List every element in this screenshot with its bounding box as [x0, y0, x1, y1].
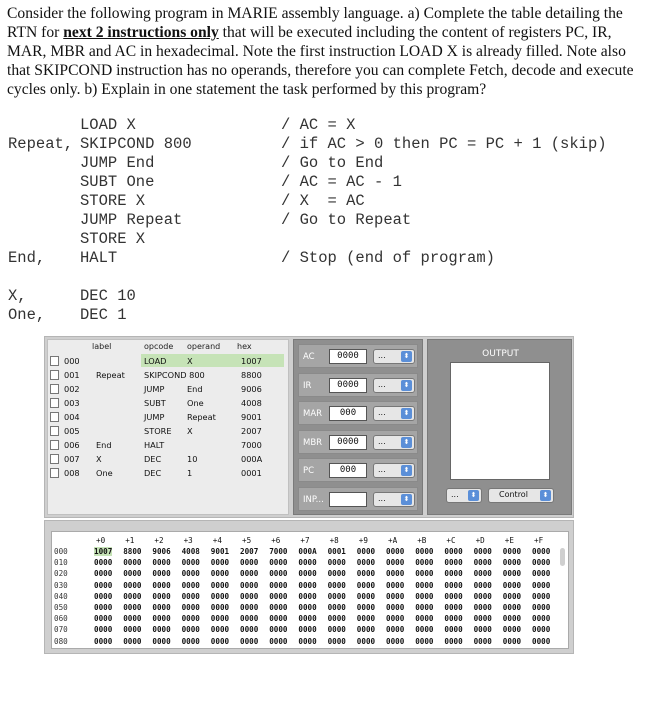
memory-cell[interactable]: 0000 [327, 580, 346, 590]
memory-cell[interactable]: 0000 [502, 569, 522, 579]
row-label: One [96, 468, 113, 478]
memory-cell[interactable]: 0000 [444, 614, 463, 624]
row-hex: 9006 [241, 384, 262, 394]
register-value[interactable]: 0000 [329, 349, 367, 364]
memory-cell[interactable]: 0000 [210, 603, 230, 612]
memory-cell[interactable]: 0000 [269, 580, 288, 590]
memory-cell[interactable]: 0000 [444, 625, 463, 635]
memory-cell[interactable]: 0000 [152, 625, 171, 635]
header-operand: operand [187, 342, 221, 351]
memory-cell[interactable]: 0000 [94, 603, 113, 612]
row-address: 000 [64, 356, 80, 366]
row-address: 002 [64, 384, 80, 394]
row-hex: 2007 [241, 426, 262, 436]
header-hex: hex [237, 342, 252, 351]
memory-cell[interactable]: 0000 [269, 569, 288, 579]
chevron-updown-icon: ⬍ [401, 380, 412, 391]
code-instruction: LOAD X [80, 116, 136, 134]
memory-cell[interactable]: 0000 [473, 569, 492, 579]
memory-cell[interactable]: 0000 [444, 547, 463, 556]
memory-cell[interactable]: 0000 [269, 614, 288, 624]
memory-cell[interactable]: 0000 [356, 591, 376, 601]
chevron-updown-icon: ⬍ [401, 437, 412, 448]
row-opcode: SKIPCOND 800 [144, 370, 205, 380]
register-value[interactable]: 000 [329, 406, 367, 421]
memory-cell[interactable]: 0000 [356, 547, 376, 556]
breakpoint-checkbox[interactable] [50, 440, 59, 450]
output-panel [427, 339, 572, 515]
memory-cell[interactable]: 1007 [94, 547, 113, 556]
program-row[interactable] [48, 396, 288, 410]
code-instruction: DEC 1 [80, 306, 127, 324]
memory-cell[interactable]: 0000 [502, 625, 522, 635]
memory-column-label: +0 [96, 536, 106, 545]
memory-cell[interactable]: 000A [298, 547, 317, 556]
memory-cell[interactable]: 0000 [502, 591, 522, 601]
memory-cell[interactable]: 0000 [327, 569, 346, 579]
register-format-select[interactable]: ... ⬍ [373, 435, 415, 450]
memory-cell[interactable]: 0000 [386, 636, 405, 646]
memory-column-label: +C [446, 536, 456, 545]
memory-cell[interactable]: 0000 [298, 636, 317, 646]
memory-cell[interactable]: 0000 [532, 558, 551, 568]
memory-cell[interactable]: 0000 [444, 636, 463, 646]
memory-cell[interactable]: 0000 [240, 636, 259, 646]
memory-column-label: +9 [358, 536, 368, 545]
memory-cell[interactable]: 0000 [94, 558, 113, 568]
row-opcode: JUMP [144, 384, 165, 394]
chevron-updown-icon: ⬍ [468, 490, 479, 501]
register-mbr [298, 430, 418, 454]
memory-panel [44, 520, 574, 654]
memory-cell[interactable]: 0000 [123, 591, 142, 601]
header-opcode: opcode [144, 342, 174, 351]
chevron-updown-icon: ⬍ [401, 494, 412, 505]
row-address: 001 [64, 370, 80, 380]
program-row[interactable] [48, 466, 288, 480]
memory-cell[interactable]: 0000 [152, 558, 171, 568]
register-format-select[interactable]: ... ⬍ [373, 378, 415, 393]
register-ac [298, 344, 418, 368]
memory-cell[interactable]: 0000 [444, 558, 463, 568]
memory-cell[interactable]: 0000 [327, 558, 346, 568]
memory-column-label: +B [417, 536, 427, 545]
memory-cell[interactable]: 0000 [444, 603, 463, 612]
row-operand: One [187, 398, 204, 408]
memory-cell[interactable]: 0000 [356, 614, 376, 624]
memory-cell[interactable]: 0000 [356, 636, 376, 646]
memory-cell[interactable]: 0000 [444, 569, 463, 579]
row-opcode: LOAD [144, 356, 167, 366]
memory-cell[interactable]: 0000 [152, 603, 171, 612]
memory-cell[interactable]: 0000 [532, 625, 551, 635]
memory-cell[interactable]: 0000 [532, 580, 551, 590]
register-inp [298, 487, 418, 511]
memory-cell[interactable]: 0000 [356, 569, 376, 579]
memory-cell[interactable]: 0000 [386, 591, 405, 601]
memory-cell[interactable]: 0000 [415, 547, 434, 556]
row-opcode: SUBT [144, 398, 166, 408]
memory-cell[interactable]: 0000 [240, 614, 259, 624]
memory-row-address: 020 [54, 569, 68, 579]
breakpoint-checkbox[interactable] [50, 426, 59, 436]
memory-cell[interactable]: 0000 [181, 591, 200, 601]
memory-cell[interactable]: 0000 [210, 614, 230, 624]
chevron-updown-icon: ⬍ [401, 465, 412, 476]
memory-cell[interactable]: 0000 [152, 636, 171, 646]
code-label: X, [8, 287, 27, 305]
code-instruction: JUMP Repeat [80, 211, 183, 229]
memory-cell[interactable]: 0000 [327, 591, 346, 601]
memory-cell[interactable]: 0000 [210, 625, 230, 635]
memory-cell[interactable]: 0000 [532, 591, 551, 601]
row-operand: 10 [187, 454, 198, 464]
memory-column-label: +4 [212, 536, 222, 545]
code-instruction: SKIPCOND 800 [80, 135, 192, 153]
memory-cell[interactable]: 0000 [181, 558, 200, 568]
breakpoint-checkbox[interactable] [50, 468, 59, 478]
memory-row-address: 010 [54, 558, 68, 568]
row-address: 005 [64, 426, 80, 436]
memory-cell[interactable]: 0000 [240, 569, 259, 579]
memory-cell[interactable]: 0000 [181, 636, 200, 646]
register-value[interactable] [329, 492, 367, 507]
code-instruction: STORE X [80, 192, 146, 210]
memory-cell[interactable]: 0000 [356, 580, 376, 590]
memory-row-address: 070 [54, 625, 68, 635]
program-row[interactable] [48, 354, 288, 368]
question-emphasis: next 2 instructions only [63, 24, 219, 41]
row-hex: 7000 [241, 440, 262, 450]
memory-cell[interactable]: 0000 [415, 625, 434, 635]
memory-cell[interactable]: 0000 [94, 569, 113, 579]
memory-cell[interactable]: 0000 [415, 569, 434, 579]
memory-cell[interactable]: 0000 [415, 614, 434, 624]
memory-column-label: +A [388, 536, 398, 545]
memory-cell[interactable]: 0000 [473, 625, 492, 635]
breakpoint-checkbox[interactable] [50, 412, 59, 422]
memory-cell[interactable]: 0000 [181, 580, 200, 590]
memory-cell[interactable]: 0000 [298, 591, 317, 601]
register-label: AC [303, 352, 315, 362]
row-label: Repeat [96, 370, 125, 380]
memory-cell[interactable]: 0000 [210, 636, 230, 646]
code-comment: / if AC > 0 then PC = PC + 1 (skip) [281, 135, 607, 153]
row-address: 006 [64, 440, 80, 450]
memory-cell[interactable]: 0000 [386, 625, 405, 635]
memory-cell[interactable]: 7000 [269, 547, 288, 556]
memory-cell[interactable]: 0000 [240, 558, 259, 568]
memory-cell[interactable]: 0000 [502, 547, 522, 556]
code-comment: / Go to Repeat [281, 211, 412, 229]
memory-cell[interactable]: 0000 [123, 558, 142, 568]
chevron-updown-icon: ⬍ [540, 490, 551, 501]
code-instruction: JUMP End [80, 154, 155, 172]
code-comment: / Stop (end of program) [281, 249, 495, 267]
register-label: MAR [303, 409, 323, 419]
register-label: IR [303, 380, 312, 391]
memory-column-label: +7 [300, 536, 310, 545]
memory-cell[interactable]: 0000 [502, 558, 522, 568]
register-label: PC [303, 466, 315, 476]
memory-column-label: +5 [242, 536, 252, 545]
memory-row-address: 060 [54, 614, 68, 624]
register-value[interactable]: 0000 [329, 378, 367, 393]
memory-table [51, 531, 569, 649]
memory-cell[interactable]: 0000 [298, 625, 317, 635]
chevron-updown-icon: ⬍ [401, 351, 412, 362]
row-operand: End [187, 384, 203, 394]
code-comment: / AC = X [281, 116, 356, 134]
memory-cell[interactable]: 0000 [327, 625, 346, 635]
memory-cell[interactable]: 0000 [298, 614, 317, 624]
breakpoint-checkbox[interactable] [50, 384, 59, 394]
memory-cell[interactable]: 0000 [356, 603, 376, 612]
memory-cell[interactable]: 0000 [532, 547, 551, 556]
row-hex: 1007 [241, 356, 262, 366]
register-label: MBR [303, 437, 323, 448]
row-hex: 000A [241, 454, 263, 464]
memory-cell[interactable]: 0000 [181, 603, 200, 612]
memory-cell[interactable]: 0000 [210, 591, 230, 601]
memory-cell[interactable]: 0000 [502, 636, 522, 646]
memory-cell[interactable]: 2007 [240, 547, 259, 556]
memory-cell[interactable]: 0000 [386, 580, 405, 590]
code-label: End, [8, 249, 46, 267]
memory-cell[interactable]: 0000 [152, 569, 171, 579]
memory-cell[interactable]: 0000 [473, 591, 492, 601]
memory-cell[interactable]: 0000 [473, 603, 492, 612]
memory-cell[interactable]: 0000 [181, 625, 200, 635]
memory-column-label: +D [475, 536, 485, 545]
code-instruction: DEC 10 [80, 287, 136, 305]
marie-simulator [44, 336, 574, 518]
memory-cell[interactable]: 0000 [210, 569, 230, 579]
code-instruction: STORE X [80, 230, 146, 248]
memory-cell[interactable]: 0000 [240, 591, 259, 601]
memory-row-address: 000 [54, 547, 68, 556]
memory-cell[interactable]: 0000 [152, 580, 171, 590]
breakpoint-checkbox[interactable] [50, 398, 59, 408]
memory-cell[interactable]: 0000 [532, 636, 551, 646]
memory-row-address: 050 [54, 603, 68, 612]
memory-cell[interactable]: 0000 [298, 603, 317, 612]
question-part1: Consider the following program in MARIE assembly language. a) Complete the table detailing the RTN for [7, 5, 623, 41]
memory-cell[interactable]: 0000 [532, 569, 551, 579]
row-hex: 8800 [241, 370, 262, 380]
row-label: End [96, 440, 112, 450]
code-comment: / X = AC [281, 192, 365, 210]
memory-cell[interactable]: 0000 [269, 558, 288, 568]
memory-cell[interactable]: 0000 [240, 625, 259, 635]
memory-row-address: 030 [54, 580, 68, 590]
memory-cell[interactable]: 0000 [94, 625, 113, 635]
memory-cell[interactable]: 0000 [123, 614, 142, 624]
row-address: 007 [64, 454, 80, 464]
memory-cell[interactable]: 0000 [123, 580, 142, 590]
memory-cell[interactable]: 0000 [502, 614, 522, 624]
memory-row-address: 080 [54, 636, 68, 646]
register-value[interactable]: 000 [329, 463, 367, 478]
program-table [47, 339, 289, 515]
register-format-select[interactable]: ... ⬍ [373, 463, 415, 478]
register-label: INP... [303, 494, 324, 505]
memory-cell[interactable]: 0001 [327, 547, 346, 556]
memory-cell[interactable]: 0000 [386, 558, 405, 568]
question-text [7, 4, 647, 99]
breakpoint-checkbox[interactable] [50, 370, 59, 380]
row-hex: 4008 [241, 398, 262, 408]
memory-column-label: +8 [329, 536, 339, 545]
memory-cell[interactable]: 0000 [94, 580, 113, 590]
memory-column-label: +E [504, 536, 514, 545]
register-ir [298, 373, 418, 397]
memory-cell[interactable]: 0000 [386, 547, 405, 556]
code-instruction: SUBT One [80, 173, 155, 191]
row-hex: 9001 [241, 412, 262, 422]
memory-cell[interactable]: 0000 [240, 580, 259, 590]
memory-cell[interactable]: 0000 [473, 558, 492, 568]
row-operand: X [187, 426, 193, 436]
memory-cell[interactable]: 0000 [473, 636, 492, 646]
program-row[interactable] [48, 410, 288, 424]
memory-cell[interactable]: 0000 [473, 547, 492, 556]
memory-cell[interactable]: 0000 [269, 603, 288, 612]
row-opcode: DEC [144, 454, 162, 464]
memory-cell[interactable]: 0000 [269, 636, 288, 646]
code-label: One, [8, 306, 46, 324]
memory-column-label: +3 [183, 536, 193, 545]
row-opcode: DEC [144, 468, 162, 478]
code-comment: / Go to End [281, 154, 384, 172]
memory-cell[interactable]: 0000 [94, 636, 113, 646]
memory-cell[interactable]: 0000 [327, 603, 346, 612]
row-opcode: JUMP [144, 412, 165, 422]
row-opcode: STORE [144, 426, 172, 436]
memory-cell[interactable]: 0000 [298, 558, 317, 568]
memory-row-address: 040 [54, 591, 68, 601]
memory-cell[interactable]: 0000 [210, 558, 230, 568]
breakpoint-checkbox[interactable] [50, 356, 59, 366]
code-instruction: HALT [80, 249, 118, 267]
memory-cell[interactable]: 0000 [356, 625, 376, 635]
memory-cell[interactable]: 0000 [386, 603, 405, 612]
question-part2: that will be executed including the content of registers PC, IR, MAR, MBR and AC in hexadecimal. Note the first instruction LOAD X is already filled. Note also that SKIPCOND instruction has no operands, therefore you can complete Fetch, decode and execute cycles only. b) Explain in one statement the task performed by this program? [7, 24, 634, 98]
register-format-select[interactable]: ... ⬍ [373, 406, 415, 421]
register-mar [298, 401, 418, 425]
chevron-updown-icon: ⬍ [401, 408, 412, 419]
memory-cell[interactable]: 0000 [240, 603, 259, 612]
code-comment: / AC = AC - 1 [281, 173, 402, 191]
output-format-select[interactable]: ... ⬍ [446, 488, 482, 503]
memory-cell[interactable]: 0000 [502, 580, 522, 590]
memory-cell[interactable]: 0000 [269, 591, 288, 601]
output-area [450, 362, 550, 480]
register-pc [298, 458, 418, 482]
memory-cell[interactable]: 0000 [415, 580, 434, 590]
register-format-select[interactable]: ... ⬍ [373, 492, 415, 507]
memory-cell[interactable]: 0000 [415, 603, 434, 612]
memory-cell[interactable]: 0000 [327, 636, 346, 646]
memory-cell[interactable]: 0000 [415, 591, 434, 601]
program-row[interactable] [48, 438, 288, 452]
memory-cell[interactable]: 0000 [415, 558, 434, 568]
memory-cell[interactable]: 0000 [298, 569, 317, 579]
memory-cell[interactable]: 0000 [94, 591, 113, 601]
memory-cell[interactable]: 0000 [94, 614, 113, 624]
row-opcode: HALT [144, 440, 165, 450]
memory-column-label: +2 [154, 536, 164, 545]
memory-cell[interactable]: 0000 [473, 614, 492, 624]
memory-cell[interactable]: 0000 [444, 591, 463, 601]
memory-cell[interactable]: 0000 [415, 636, 434, 646]
register-value[interactable]: 0000 [329, 435, 367, 450]
memory-column-label: +F [534, 536, 544, 545]
program-row[interactable] [48, 424, 288, 438]
memory-cell[interactable]: 0000 [532, 614, 551, 624]
memory-cell[interactable]: 0000 [502, 603, 522, 612]
output-title: OUTPUT [482, 349, 519, 359]
program-row[interactable] [48, 382, 288, 396]
memory-cell[interactable]: 0000 [532, 603, 551, 612]
memory-cell[interactable]: 0000 [152, 614, 171, 624]
row-address: 004 [64, 412, 80, 422]
memory-cell[interactable]: 9001 [210, 547, 230, 556]
memory-column-label: +1 [125, 536, 135, 545]
memory-cell[interactable]: 0000 [181, 569, 200, 579]
memory-cell[interactable]: 0000 [386, 614, 405, 624]
memory-cell[interactable]: 0000 [473, 580, 492, 590]
control-select[interactable]: Control ⬍ [488, 488, 554, 503]
program-row[interactable] [48, 368, 288, 382]
memory-cell[interactable]: 8800 [123, 547, 142, 556]
memory-cell[interactable]: 0000 [444, 580, 463, 590]
row-operand: X [187, 356, 193, 366]
row-hex: 0001 [241, 468, 262, 478]
memory-cell[interactable]: 0000 [123, 603, 142, 612]
memory-cell[interactable]: 0000 [356, 558, 376, 568]
memory-cell[interactable]: 0000 [327, 614, 346, 624]
memory-cell[interactable]: 9006 [152, 547, 171, 556]
memory-scrollbar[interactable] [560, 548, 565, 566]
row-address: 008 [64, 468, 80, 478]
memory-cell[interactable]: 0000 [123, 569, 142, 579]
row-address: 003 [64, 398, 80, 408]
row-operand: 1 [187, 468, 193, 478]
registers-panel [293, 339, 423, 515]
memory-cell[interactable]: 0000 [386, 569, 405, 579]
row-operand: Repeat [187, 412, 216, 422]
header-label: label [92, 342, 112, 351]
code-label: Repeat, [8, 135, 74, 153]
row-label: X [96, 454, 102, 464]
memory-cell[interactable]: 0000 [123, 636, 142, 646]
memory-cell[interactable]: 0000 [181, 614, 200, 624]
breakpoint-checkbox[interactable] [50, 454, 59, 464]
memory-cell[interactable]: 0000 [123, 625, 142, 635]
memory-cell[interactable]: 0000 [269, 625, 288, 635]
register-format-select[interactable]: ... ⬍ [373, 349, 415, 364]
memory-cell[interactable]: 4008 [181, 547, 200, 556]
memory-cell[interactable]: 0000 [298, 580, 317, 590]
memory-column-label: +6 [271, 536, 281, 545]
program-row[interactable] [48, 452, 288, 466]
memory-cell[interactable]: 0000 [210, 580, 230, 590]
memory-cell[interactable]: 0000 [152, 591, 171, 601]
